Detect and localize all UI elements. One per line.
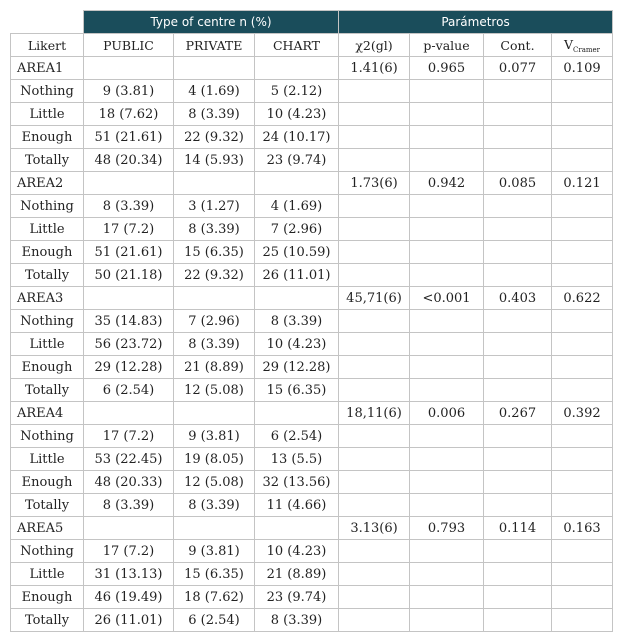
chart-count: 32 (13.56)	[255, 471, 339, 494]
chi-square-value: 1.41(6)	[339, 57, 410, 80]
empty-cell-chi	[339, 195, 410, 218]
private-count: 22 (9.32)	[174, 126, 255, 149]
likert-label: Nothing	[11, 80, 84, 103]
empty-cell-cont	[484, 310, 552, 333]
empty-cell-chi	[339, 494, 410, 517]
empty-cell-public	[84, 287, 174, 310]
public-count: 6 (2.54)	[84, 379, 174, 402]
empty-cell-v	[552, 425, 613, 448]
empty-cell-v	[552, 218, 613, 241]
likert-label: Enough	[11, 126, 84, 149]
header-parameters: Parámetros	[339, 11, 613, 34]
empty-cell-cont	[484, 471, 552, 494]
likert-row	[11, 333, 613, 356]
empty-cell-v	[552, 264, 613, 287]
contingency-value: 0.114	[484, 517, 552, 540]
results-table-container	[10, 10, 612, 632]
empty-cell-cont	[484, 103, 552, 126]
empty-cell-chi	[339, 310, 410, 333]
empty-cell-p	[410, 494, 484, 517]
chi-square-value: 1.73(6)	[339, 172, 410, 195]
p-value: 0.942	[410, 172, 484, 195]
empty-cell-cont	[484, 448, 552, 471]
header-blank-cell	[11, 11, 84, 34]
likert-row	[11, 448, 613, 471]
empty-cell-p	[410, 241, 484, 264]
chart-count: 6 (2.54)	[255, 425, 339, 448]
empty-cell-v	[552, 563, 613, 586]
empty-cell-private	[174, 287, 255, 310]
v-cramer-value: 0.109	[552, 57, 613, 80]
empty-cell-v	[552, 103, 613, 126]
public-count: 8 (3.39)	[84, 195, 174, 218]
likert-label: Enough	[11, 356, 84, 379]
likert-label: Little	[11, 563, 84, 586]
col-header-chart: CHART	[255, 34, 339, 57]
likert-label: Totally	[11, 494, 84, 517]
empty-cell-cont	[484, 195, 552, 218]
empty-cell-chi	[339, 471, 410, 494]
header-group-row	[11, 11, 613, 34]
empty-cell-cont	[484, 333, 552, 356]
empty-cell-v	[552, 333, 613, 356]
col-header-public: PUBLIC	[84, 34, 174, 57]
chi-square-value: 3.13(6)	[339, 517, 410, 540]
empty-cell-p	[410, 126, 484, 149]
header-type-of-centre: Type of centre n (%)	[84, 11, 339, 34]
likert-label: Enough	[11, 471, 84, 494]
chart-count: 7 (2.96)	[255, 218, 339, 241]
empty-cell-cont	[484, 356, 552, 379]
likert-row	[11, 609, 613, 632]
col-header-v-cramer	[552, 34, 613, 57]
empty-cell-private	[174, 402, 255, 425]
empty-cell-chi	[339, 149, 410, 172]
public-count: 50 (21.18)	[84, 264, 174, 287]
likert-row	[11, 379, 613, 402]
table-body	[11, 57, 613, 632]
contingency-value: 0.077	[484, 57, 552, 80]
public-count: 17 (7.2)	[84, 218, 174, 241]
public-count: 35 (14.83)	[84, 310, 174, 333]
empty-cell-v	[552, 195, 613, 218]
col-header-contingency: Cont.	[484, 34, 552, 57]
chart-count: 26 (11.01)	[255, 264, 339, 287]
public-count: 17 (7.2)	[84, 425, 174, 448]
private-count: 22 (9.32)	[174, 264, 255, 287]
likert-row	[11, 103, 613, 126]
private-count: 19 (8.05)	[174, 448, 255, 471]
results-table	[10, 10, 613, 632]
likert-row	[11, 356, 613, 379]
empty-cell-cont	[484, 80, 552, 103]
public-count: 48 (20.33)	[84, 471, 174, 494]
area-row	[11, 287, 613, 310]
empty-cell-public	[84, 57, 174, 80]
empty-cell-cont	[484, 563, 552, 586]
empty-cell-v	[552, 126, 613, 149]
likert-row	[11, 264, 613, 287]
empty-cell-chart	[255, 517, 339, 540]
likert-label: Totally	[11, 609, 84, 632]
contingency-value: 0.085	[484, 172, 552, 195]
public-count: 18 (7.62)	[84, 103, 174, 126]
public-count: 53 (22.45)	[84, 448, 174, 471]
empty-cell-cont	[484, 425, 552, 448]
likert-row	[11, 494, 613, 517]
private-count: 12 (5.08)	[174, 379, 255, 402]
empty-cell-chi	[339, 356, 410, 379]
empty-cell-p	[410, 471, 484, 494]
likert-label: Little	[11, 333, 84, 356]
private-count: 8 (3.39)	[174, 494, 255, 517]
p-value: 0.006	[410, 402, 484, 425]
area-row	[11, 517, 613, 540]
chart-count: 10 (4.23)	[255, 103, 339, 126]
empty-cell-chi	[339, 563, 410, 586]
chart-count: 23 (9.74)	[255, 149, 339, 172]
empty-cell-v	[552, 586, 613, 609]
chart-count: 25 (10.59)	[255, 241, 339, 264]
empty-cell-chi	[339, 80, 410, 103]
empty-cell-p	[410, 80, 484, 103]
likert-label: Enough	[11, 586, 84, 609]
public-count: 51 (21.61)	[84, 241, 174, 264]
public-count: 17 (7.2)	[84, 540, 174, 563]
chi-square-value: 45,71(6)	[339, 287, 410, 310]
chart-count: 29 (12.28)	[255, 356, 339, 379]
empty-cell-cont	[484, 586, 552, 609]
col-header-chi-square: χ2(gl)	[339, 34, 410, 57]
empty-cell-cont	[484, 218, 552, 241]
empty-cell-p	[410, 103, 484, 126]
public-count: 9 (3.81)	[84, 80, 174, 103]
private-count: 8 (3.39)	[174, 103, 255, 126]
area-name: AREA1	[11, 57, 84, 80]
empty-cell-p	[410, 379, 484, 402]
p-value: <0.001	[410, 287, 484, 310]
empty-cell-p	[410, 333, 484, 356]
empty-cell-v	[552, 310, 613, 333]
chart-count: 4 (1.69)	[255, 195, 339, 218]
area-name: AREA3	[11, 287, 84, 310]
likert-label: Nothing	[11, 195, 84, 218]
empty-cell-v	[552, 471, 613, 494]
empty-cell-chi	[339, 264, 410, 287]
chart-count: 21 (8.89)	[255, 563, 339, 586]
likert-row	[11, 218, 613, 241]
chart-count: 15 (6.35)	[255, 379, 339, 402]
private-count: 7 (2.96)	[174, 310, 255, 333]
public-count: 46 (19.49)	[84, 586, 174, 609]
private-count: 8 (3.39)	[174, 218, 255, 241]
empty-cell-chi	[339, 241, 410, 264]
empty-cell-p	[410, 149, 484, 172]
private-count: 15 (6.35)	[174, 241, 255, 264]
likert-row	[11, 425, 613, 448]
v-cramer-value: 0.622	[552, 287, 613, 310]
empty-cell-chi	[339, 379, 410, 402]
contingency-value: 0.403	[484, 287, 552, 310]
likert-label: Totally	[11, 264, 84, 287]
empty-cell-chi	[339, 126, 410, 149]
likert-label: Nothing	[11, 425, 84, 448]
private-count: 4 (1.69)	[174, 80, 255, 103]
likert-label: Enough	[11, 241, 84, 264]
empty-cell-cont	[484, 241, 552, 264]
empty-cell-cont	[484, 264, 552, 287]
likert-row	[11, 149, 613, 172]
empty-cell-p	[410, 425, 484, 448]
empty-cell-v	[552, 80, 613, 103]
empty-cell-public	[84, 172, 174, 195]
likert-row	[11, 80, 613, 103]
empty-cell-v	[552, 241, 613, 264]
likert-label: Totally	[11, 379, 84, 402]
chart-count: 13 (5.5)	[255, 448, 339, 471]
empty-cell-cont	[484, 126, 552, 149]
private-count: 15 (6.35)	[174, 563, 255, 586]
empty-cell-chart	[255, 172, 339, 195]
v-cramer-value: 0.163	[552, 517, 613, 540]
likert-label: Totally	[11, 149, 84, 172]
empty-cell-p	[410, 195, 484, 218]
likert-row	[11, 195, 613, 218]
v-cramer-value: 0.121	[552, 172, 613, 195]
likert-row	[11, 241, 613, 264]
empty-cell-chart	[255, 57, 339, 80]
empty-cell-v	[552, 356, 613, 379]
private-count: 9 (3.81)	[174, 425, 255, 448]
empty-cell-chart	[255, 402, 339, 425]
p-value: 0.793	[410, 517, 484, 540]
empty-cell-p	[410, 264, 484, 287]
empty-cell-v	[552, 149, 613, 172]
empty-cell-chi	[339, 586, 410, 609]
empty-cell-v	[552, 494, 613, 517]
private-count: 9 (3.81)	[174, 540, 255, 563]
empty-cell-chi	[339, 218, 410, 241]
area-row	[11, 57, 613, 80]
public-count: 26 (11.01)	[84, 609, 174, 632]
chart-count: 11 (4.66)	[255, 494, 339, 517]
public-count: 56 (23.72)	[84, 333, 174, 356]
likert-row	[11, 563, 613, 586]
empty-cell-public	[84, 402, 174, 425]
chart-count: 10 (4.23)	[255, 540, 339, 563]
empty-cell-v	[552, 609, 613, 632]
area-row	[11, 402, 613, 425]
public-count: 48 (20.34)	[84, 149, 174, 172]
public-count: 8 (3.39)	[84, 494, 174, 517]
private-count: 14 (5.93)	[174, 149, 255, 172]
p-value: 0.965	[410, 57, 484, 80]
v-subscript: Cramer	[573, 45, 601, 54]
chart-count: 23 (9.74)	[255, 586, 339, 609]
empty-cell-chi	[339, 425, 410, 448]
empty-cell-p	[410, 609, 484, 632]
empty-cell-p	[410, 540, 484, 563]
chart-count: 5 (2.12)	[255, 80, 339, 103]
likert-row	[11, 126, 613, 149]
likert-label: Little	[11, 103, 84, 126]
likert-label: Little	[11, 448, 84, 471]
contingency-value: 0.267	[484, 402, 552, 425]
col-header-likert: Likert	[11, 34, 84, 57]
empty-cell-p	[410, 586, 484, 609]
empty-cell-v	[552, 448, 613, 471]
empty-cell-cont	[484, 379, 552, 402]
empty-cell-chi	[339, 103, 410, 126]
header-columns-row	[11, 34, 613, 57]
private-count: 18 (7.62)	[174, 586, 255, 609]
public-count: 29 (12.28)	[84, 356, 174, 379]
public-count: 51 (21.61)	[84, 126, 174, 149]
chart-count: 8 (3.39)	[255, 310, 339, 333]
empty-cell-p	[410, 448, 484, 471]
empty-cell-cont	[484, 609, 552, 632]
likert-row	[11, 310, 613, 333]
v-label: V	[563, 36, 574, 52]
empty-cell-p	[410, 563, 484, 586]
empty-cell-private	[174, 57, 255, 80]
likert-label: Nothing	[11, 540, 84, 563]
empty-cell-p	[410, 356, 484, 379]
area-row	[11, 172, 613, 195]
empty-cell-v	[552, 379, 613, 402]
likert-row	[11, 540, 613, 563]
empty-cell-public	[84, 517, 174, 540]
empty-cell-cont	[484, 540, 552, 563]
empty-cell-cont	[484, 494, 552, 517]
private-count: 12 (5.08)	[174, 471, 255, 494]
empty-cell-private	[174, 172, 255, 195]
private-count: 3 (1.27)	[174, 195, 255, 218]
private-count: 6 (2.54)	[174, 609, 255, 632]
likert-label: Nothing	[11, 310, 84, 333]
area-name: AREA4	[11, 402, 84, 425]
col-header-private: PRIVATE	[174, 34, 255, 57]
private-count: 21 (8.89)	[174, 356, 255, 379]
v-cramer-value: 0.392	[552, 402, 613, 425]
area-name: AREA2	[11, 172, 84, 195]
area-name: AREA5	[11, 517, 84, 540]
chart-count: 10 (4.23)	[255, 333, 339, 356]
public-count: 31 (13.13)	[84, 563, 174, 586]
private-count: 8 (3.39)	[174, 333, 255, 356]
chart-count: 8 (3.39)	[255, 609, 339, 632]
empty-cell-v	[552, 540, 613, 563]
chi-square-value: 18,11(6)	[339, 402, 410, 425]
empty-cell-p	[410, 310, 484, 333]
empty-cell-chi	[339, 333, 410, 356]
empty-cell-private	[174, 517, 255, 540]
empty-cell-p	[410, 218, 484, 241]
empty-cell-chi	[339, 540, 410, 563]
likert-label: Little	[11, 218, 84, 241]
col-header-p-value: p-value	[410, 34, 484, 57]
empty-cell-chart	[255, 287, 339, 310]
likert-row	[11, 471, 613, 494]
likert-row	[11, 586, 613, 609]
chart-count: 24 (10.17)	[255, 126, 339, 149]
empty-cell-cont	[484, 149, 552, 172]
empty-cell-chi	[339, 609, 410, 632]
empty-cell-chi	[339, 448, 410, 471]
